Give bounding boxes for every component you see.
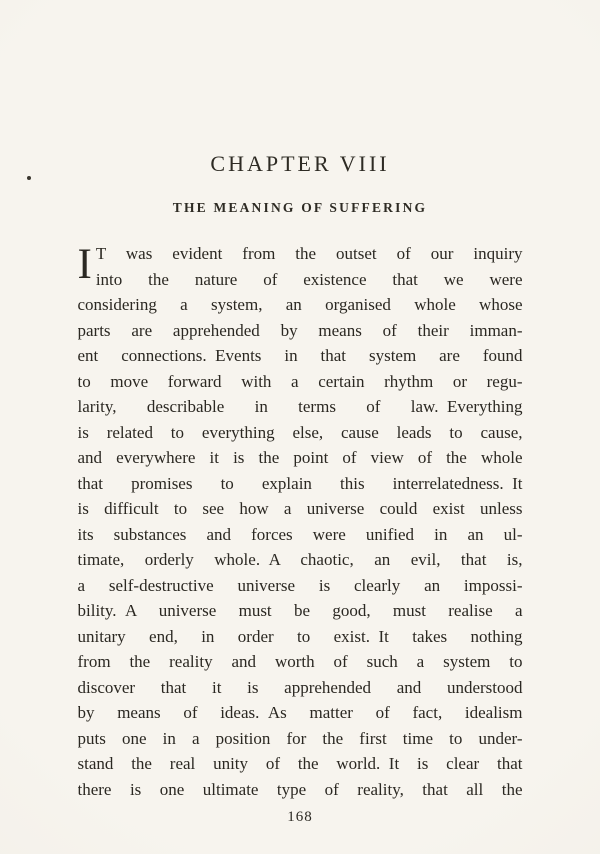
text-line: parts are apprehended by means of their imman- [77,320,523,340]
text-line: that promises to explain this interrelatedness. It [77,473,523,493]
text-line: is related to everything else, cause leads to cause, [77,422,523,442]
text-line: into the nature of existence that we were [95,269,523,289]
page-number: 168 [287,809,313,825]
text-line: by means of ideas. As matter of fact, idealism [77,703,523,722]
text-line: its substances and forces were unified in an ul- [77,524,523,544]
text-line: to move forward with a certain rhythm or regu- [77,371,523,391]
text-line: and everywhere it is the point of view of the whole [77,448,523,467]
paragraph [78,241,523,802]
text-line: there is one ultimate type of reality, that all the [77,779,523,799]
ink-speck [27,176,31,180]
text-line: ent connections. Events in that system are found [77,346,523,365]
text-line: from the reality and worth of such a system to [77,652,523,671]
chapter-heading: CHAPTER VIII [210,151,390,176]
text-line: puts one in a position for the first time to under- [77,728,523,748]
text-line: a self-destructive universe is clearly an impossi- [77,575,523,595]
text-line: bility. A universe must be good, must realise a [77,601,523,620]
text-line: timate, orderly whole. A chaotic, an evil, that is, [77,550,523,569]
text-line: discover that it is apprehended and understood [77,677,523,697]
section-title: THE MEANING OF SUFFERING [172,200,428,215]
drop-cap: I [77,241,92,288]
text-line: T was evident from the outset of our inquiry [95,244,523,263]
text-line: stand the real unity of the world. It is clear that [77,754,523,773]
text-line: larity, describable in terms of law. Everything [77,397,523,416]
text-line: considering a system, an organised whole whose [77,295,523,314]
text-line: unitary end, in order to exist. It takes nothing [77,626,523,646]
text-line: is difficult to see how a universe could exist unless [77,499,523,518]
